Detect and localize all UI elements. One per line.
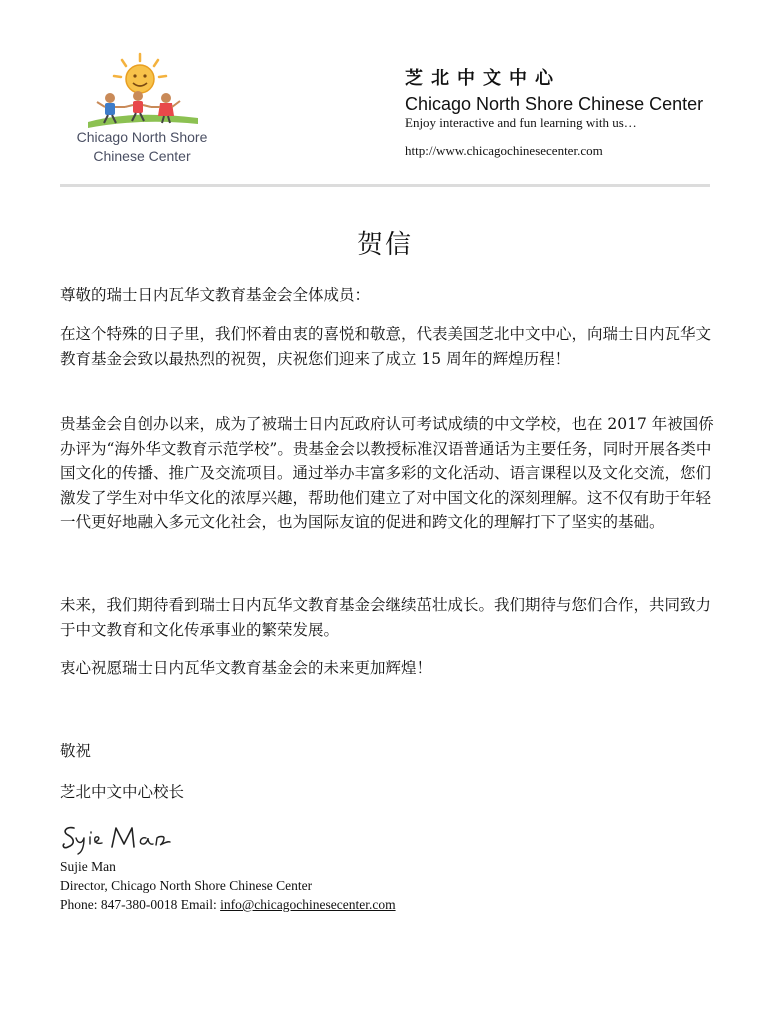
paragraph-3: 未来，我们期待看到瑞士日内瓦华文教育基金会继续茁壮成长。我们期待与您们合作，共同致力于中文教育和文化传承事业的繁荣发展。 [60, 596, 712, 639]
sun-icon [114, 54, 166, 93]
paragraph-1: 在这个特殊的日子里，我们怀着由衷的喜悦和敬意，代表美国芝北中文中心，向瑞士日内瓦华文教育基金会致以最热烈的祝贺，庆祝您们迎来了成立 15 周年的辉煌历程！ [60, 325, 712, 368]
signature-icon [60, 820, 180, 856]
signer-name: Sujie Man [60, 859, 116, 874]
logo-text-line1: Chicago North Shore [76, 129, 208, 145]
phone-text: Phone: 847-380-0018 Email: [60, 897, 221, 912]
signer-role: Director, Chicago North Shore Chinese Center [60, 878, 313, 893]
letter-title: 贺信 [356, 230, 413, 260]
paragraph-2: 贵基金会自创办以来，成为了被瑞士日内瓦政府认可考试成绩的中文学校，也在 2017 年被国侨办评为“海外华文教育示范学校”。贵基金会以教授标准汉语普通话为主要任务，同时开展各类中国文化的传播、推广及交流项目。通过举办丰富多彩的文化活动、语言课程以及文化交流，您们激发了学生对中华文化的浓厚兴趣，帮助他们建立了对中国文化的深刻理解。这不仅有助于年轻一代更好地融入多元文化社会，也为国际友谊的促进和跨文化的理解打下了坚实的基础。 [60, 415, 714, 531]
header-divider [60, 184, 710, 187]
signer-title-chinese: 芝北中文中心校长 [60, 783, 185, 801]
website-link[interactable]: http://www.chicagochinesecenter.com [405, 143, 603, 158]
closing: 敬祝 [60, 742, 92, 760]
email-link[interactable]: info@chicagochinesecenter.com [220, 897, 396, 912]
salutation: 尊敬的瑞士日内瓦华文教育基金会全体成员： [60, 286, 371, 304]
org-name-chinese: 芝北中文中心 [405, 68, 561, 89]
paragraph-4: 衷心祝愿瑞士日内瓦华文教育基金会的未来更加辉煌！ [60, 659, 433, 677]
logo-text-line2: Chinese Center [93, 148, 191, 164]
contact-line [60, 896, 396, 914]
org-name-english: Chicago North Shore Chinese Center [405, 94, 704, 114]
tagline: Enjoy interactive and fun learning with us… [405, 115, 637, 130]
